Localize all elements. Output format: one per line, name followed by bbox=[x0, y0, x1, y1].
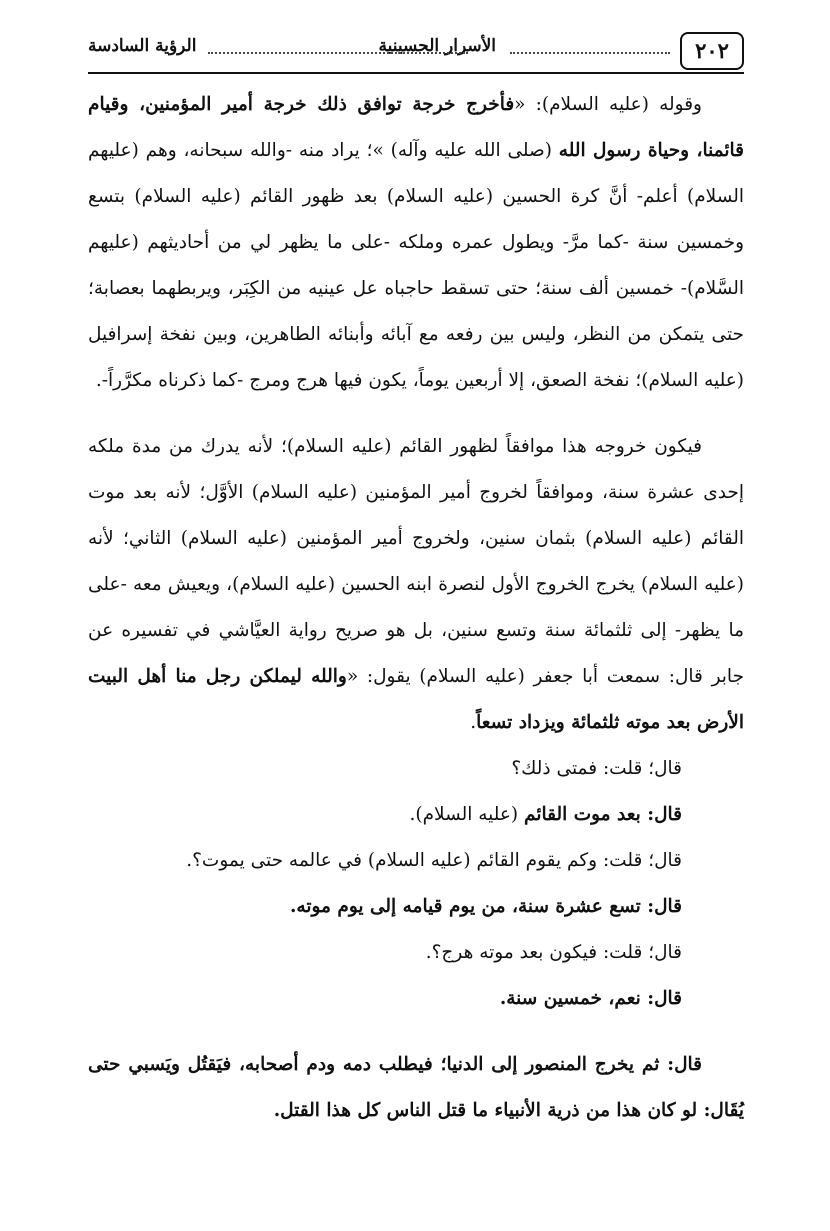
dialogue-line-5 bbox=[88, 930, 744, 976]
paragraph-1-text-a: وقوله (عليه السلام): « bbox=[514, 94, 702, 115]
dialogue-line-2-tail: (عليه السلام). bbox=[409, 804, 525, 825]
book-title: الأسرار الحسينية bbox=[378, 36, 496, 56]
dialogue-line-5-text: قال؛ قلت: فيكون بعد موته هرج؟. bbox=[425, 942, 682, 963]
paragraph-2-text-b: . bbox=[470, 712, 477, 733]
dialogue-line-3-text: قال؛ قلت: وكم يقوم القائم (عليه السلام) في عالمه حتى يموت؟. bbox=[186, 850, 682, 871]
dialogue-line-2 bbox=[88, 792, 744, 838]
dialogue-line-6-lead: قال: bbox=[640, 988, 682, 1009]
paragraph-2-quote: والله ليملكن رجل منا أهل البيت الأرض بعد موته ثلثمائة ويزداد تسعاً bbox=[88, 666, 744, 733]
paragraph-2-text-a: فيكون خروجه هذا موافقاً لظهور القائم (عليه السلام)؛ لأنه يدرك من مدة ملكه إحدى عشرة سنة، وموافقاً لخروج أمير المؤمنين (عليه السلام) الأوَّل؛ لأنه بعد موت القائم (عليه السلام) بثمان سنين، ولخروج أمير المؤمنين (عليه السلام) الثاني؛ لأنه (عليه السلام) يخرج الخروج الأول لنصرة ابنه الحسين (عليه السلام)، ويعيش معه -على ما يظهر- إلى ثلثمائة سنة وتسع سنين، بل هو صريح رواية العيَّاشي في تفسيره عن جابر قال: سمعت أبا جعفر (عليه السلام) يقول: « bbox=[88, 436, 744, 687]
closing-paragraph: قال: ثم يخرج المنصور إلى الدنيا؛ فيطلب دمه ودم أصحابه، فيَقتُل ويَسبي حتى يُقَال: لو كان هذا من ذرية الأنبياء ما قتل الناس كل هذا القتل. bbox=[88, 1054, 744, 1121]
dialogue-line-4 bbox=[88, 884, 744, 930]
header-rule bbox=[88, 72, 744, 74]
dialogue-line-6 bbox=[88, 976, 744, 1022]
paragraph-gap bbox=[88, 1022, 744, 1042]
running-header bbox=[88, 32, 744, 76]
part-title: الرؤية السادسة bbox=[88, 36, 197, 56]
dialogue-line-2-lead: قال: bbox=[640, 804, 682, 825]
paragraph-2 bbox=[88, 424, 744, 746]
dialogue-line-4-answer: تسع عشرة سنة، من يوم قيامه إلى يوم موته. bbox=[289, 896, 641, 917]
paragraph-1-text-b: (صلى الله عليه وآله) »؛ يراد منه -والله سبحانه، وهم (عليهم السلام) أعلم- أنَّ كرة الحسين (عليه السلام) بعد ظهور القائم (عليه السلام) بتسع وخمسين سنة -كما مرَّ- ويطول عمره وملكه -على ما يظهر لي من أحاديثهم (عليهم السَّلام)- خمسين ألف سنة؛ حتى تسقط حاجباه عل عينيه من الكِبَر، ويربطهما بعصابة؛ حتى يتمكن من النظر، وليس بين رفعه مع آبائه وأبنائه الطاهرين، وبين نفخة إسرافيل (عليه السلام)؛ نفخة الصعق، إلا أربعين يوماً، يكون فيها هرج ومرج -كما ذكرناه مكرَّراً-. bbox=[88, 140, 744, 391]
paragraph-1-quote: فأخرج خرجة توافق ذلك خرجة أمير المؤمنين، وقيام قائمنا، وحياة رسول الله bbox=[88, 94, 744, 161]
header-dots-left bbox=[208, 52, 468, 54]
page-number-box: ٢٠٢ bbox=[680, 32, 744, 70]
paragraph-1 bbox=[88, 82, 744, 404]
dialogue-line-4-lead: قال: bbox=[640, 896, 682, 917]
dialogue-line-1 bbox=[88, 746, 744, 792]
dialogue-line-3 bbox=[88, 838, 744, 884]
body-text bbox=[88, 82, 744, 1134]
header-dots-right bbox=[510, 52, 670, 54]
dialogue-line-6-answer: نعم، خمسين سنة. bbox=[499, 988, 641, 1009]
dialogue-line-1-text: قال؛ قلت: فمتى ذلك؟ bbox=[511, 758, 682, 779]
dialogue-line-2-answer: بعد موت القائم bbox=[524, 804, 641, 825]
paragraph-gap bbox=[88, 404, 744, 424]
